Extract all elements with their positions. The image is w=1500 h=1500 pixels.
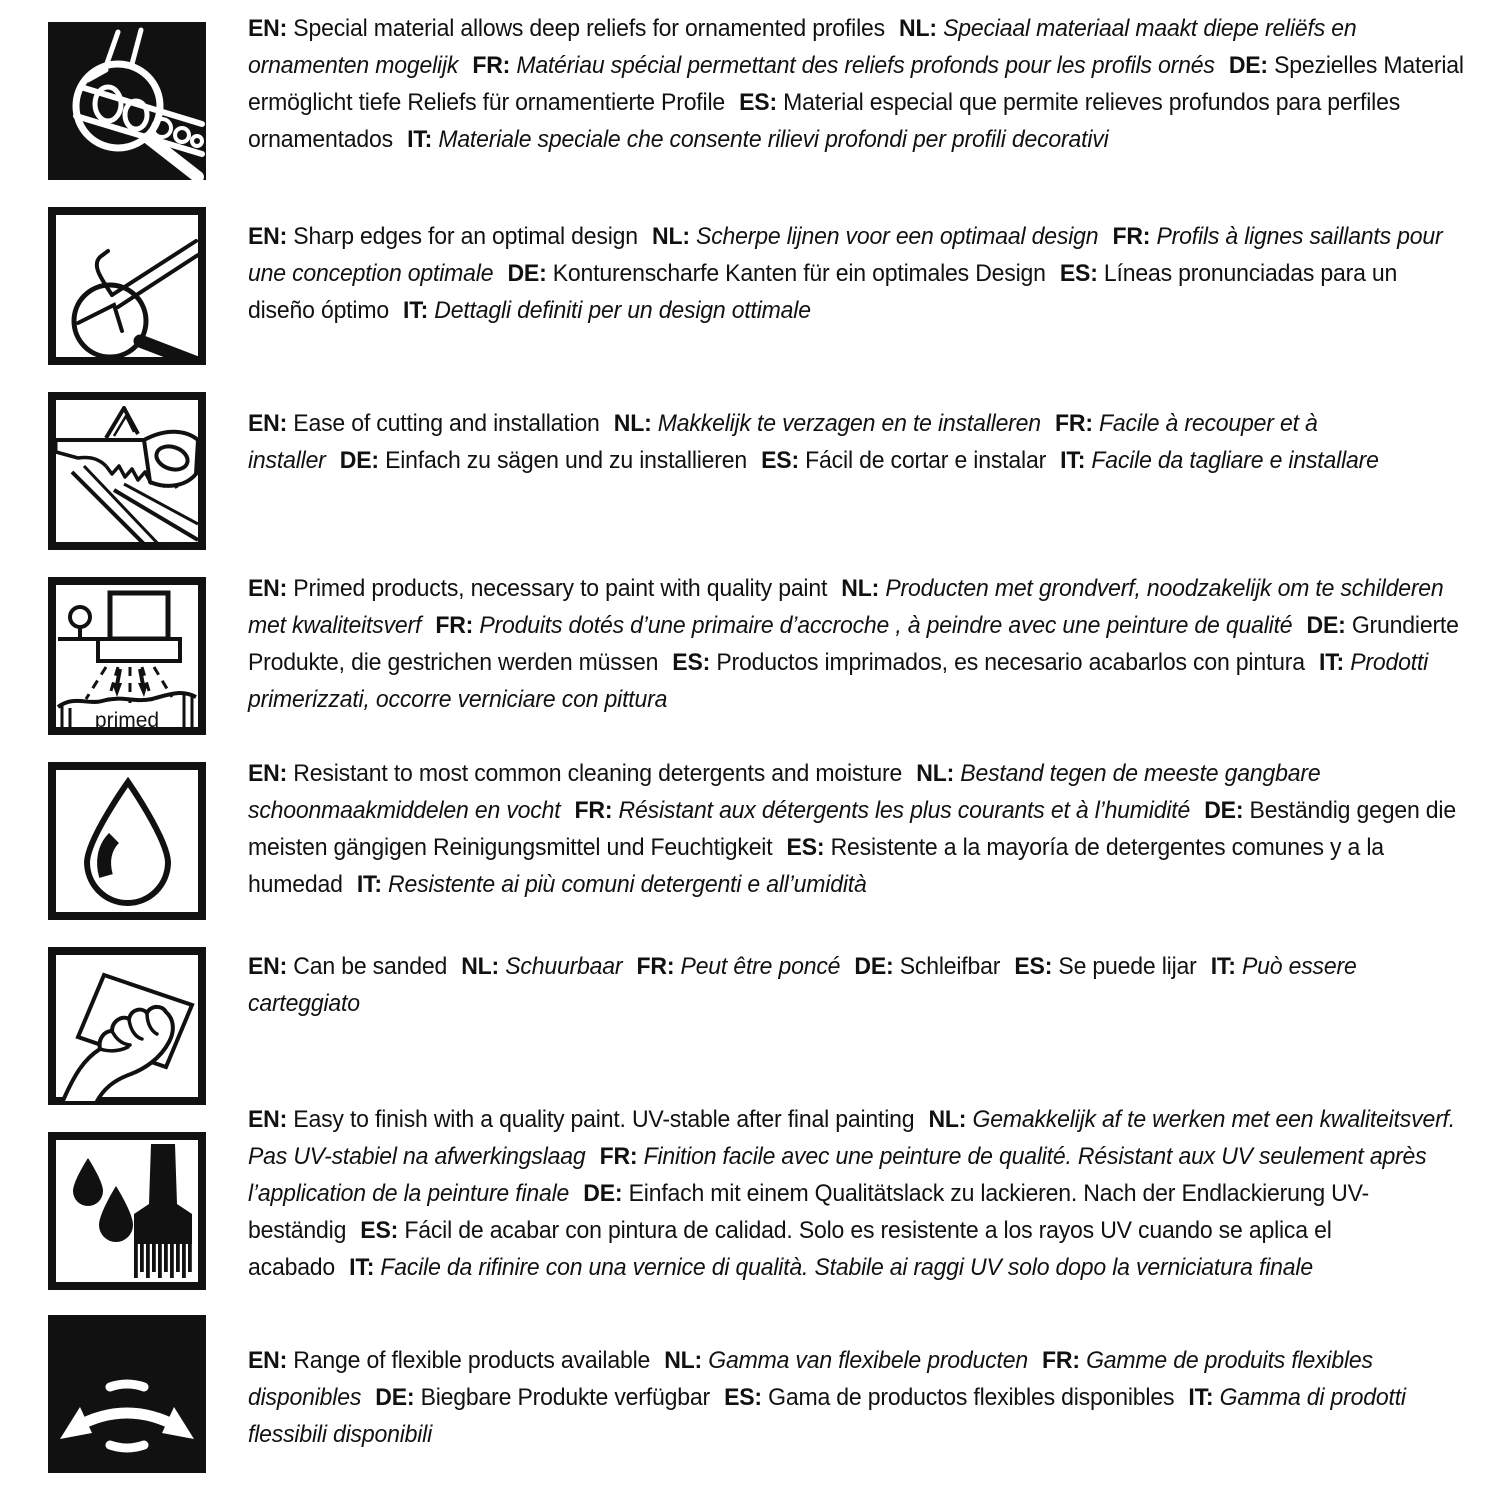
lang-text: Beständig gegen die meisten gängigen Reinigungsmittel und Feuchtigkeit xyxy=(248,797,1456,861)
lang-label: DE: xyxy=(1204,797,1244,824)
lang-label: EN: xyxy=(248,223,288,250)
feature-text xyxy=(248,1342,1470,1453)
lang-text: Bestand tegen de meeste gangbare schoonmaakmiddelen en vocht xyxy=(248,760,1321,824)
lang-text: Spezielles Material ermöglicht tiefe Reliefs für ornamentierte Profile xyxy=(248,52,1464,116)
lang-text: Dettagli definiti per un design ottimale xyxy=(428,297,811,324)
lang-label: EN: xyxy=(248,410,288,437)
lang-label: FR: xyxy=(636,953,675,980)
lang-text: Gamma di prodotti flessibili disponibili xyxy=(248,1384,1406,1448)
lang-text: Gamme de produits flexibles disponibles xyxy=(248,1347,1373,1411)
lang-text: Scherpe lijnen voor een optimaal design xyxy=(689,223,1099,250)
lang-text: Líneas pronunciadas para un diseño óptimo xyxy=(248,260,1398,324)
lang-text: Schleifbar xyxy=(893,953,1001,980)
lang-label: EN: xyxy=(248,575,288,602)
lang-label: DE: xyxy=(339,447,379,474)
feature-text xyxy=(248,570,1470,718)
lang-text: Biegbare Produkte verfügbar xyxy=(414,1384,710,1411)
lang-text: Se puede lijar xyxy=(1052,953,1197,980)
lang-text: Finition facile avec une peinture de qualité. Résistant aux UV seulement après l’application de la peinture finale xyxy=(248,1143,1427,1207)
lang-text: Gama de productos flexibles disponibles xyxy=(761,1384,1175,1411)
lang-label: IT: xyxy=(1318,649,1345,676)
lang-label: DE: xyxy=(583,1180,623,1207)
feature-text xyxy=(248,1101,1470,1286)
lang-text: Gamma van flexibele producten xyxy=(702,1347,1028,1374)
lang-text: Produits dotés d’une primaire d’accroche , à peindre avec une peinture de qualité xyxy=(473,612,1293,639)
deep-relief-magnifier-icon xyxy=(48,22,206,180)
lang-text: Makkelijk te verzagen en te installeren xyxy=(651,410,1041,437)
lang-text: Gemakkelijk af te werken met een kwaliteitsverf. Pas UV-stabiel na afwerkingslaag xyxy=(248,1106,1455,1170)
lang-label: EN: xyxy=(248,1347,288,1374)
lang-text: Résistant aux détergents les plus courants et à l’humidité xyxy=(612,797,1191,824)
lang-label: EN: xyxy=(248,760,288,787)
lang-text: Ease of cutting and installation xyxy=(287,410,600,437)
lang-label: IT: xyxy=(356,871,382,898)
lang-label: NL: xyxy=(461,953,499,980)
hand-sanding-icon xyxy=(48,947,206,1105)
lang-label: IT: xyxy=(403,297,429,324)
lang-label: EN: xyxy=(248,15,288,42)
lang-label: NL: xyxy=(841,575,880,602)
lang-label: ES: xyxy=(360,1217,399,1244)
primer-spray-icon xyxy=(48,577,206,735)
primed-label: primed xyxy=(94,709,160,732)
lang-label: FR: xyxy=(435,612,474,639)
feature-text xyxy=(248,10,1470,158)
lang-label: ES: xyxy=(1014,953,1053,980)
lang-label: FR: xyxy=(1042,1347,1080,1374)
lang-label: NL: xyxy=(928,1106,967,1133)
feature-text xyxy=(248,218,1470,329)
lang-text: Special material allows deep reliefs for ornamented profiles xyxy=(287,15,885,42)
lang-text: Primed products, necessary to paint with quality paint xyxy=(287,575,828,602)
lang-text: Producten met grondverf, noodzakelijk om te schilderen met kwaliteitsverf xyxy=(248,575,1444,639)
lang-label: DE: xyxy=(375,1384,415,1411)
lang-label: DE: xyxy=(1228,52,1268,79)
paint-drops-brush-icon xyxy=(48,1132,206,1290)
lang-text: Productos imprimados, es necesario acabarlos con pintura xyxy=(710,649,1305,676)
lang-text: Materiale speciale che consente rilievi profondi per profili decorativi xyxy=(432,126,1109,153)
flexible-arrow-icon xyxy=(48,1315,206,1473)
lang-label: NL: xyxy=(899,15,937,42)
feature-text xyxy=(248,755,1470,903)
lang-label: IT: xyxy=(1210,953,1236,980)
lang-label: ES: xyxy=(739,89,777,116)
lang-text: Range of flexible products available xyxy=(287,1347,651,1374)
lang-text: Konturenscharfe Kanten für ein optimales Design xyxy=(546,260,1046,287)
lang-text: Matériau spécial permettant des reliefs profonds pour les profils ornés xyxy=(510,52,1215,79)
lang-text: Resistente ai più comuni detergenti e all’umidità xyxy=(381,871,867,898)
lang-text: Speciaal materiaal maakt diepe reliëfs en ornamenten mogelijk xyxy=(248,15,1357,79)
lang-label: DE: xyxy=(507,260,547,287)
lang-text: Fácil de cortar e instalar xyxy=(798,447,1047,474)
lang-label: NL: xyxy=(652,223,690,250)
lang-label: NL: xyxy=(916,760,955,787)
sharp-edges-magnifier-icon xyxy=(48,207,206,365)
lang-label: NL: xyxy=(613,410,652,437)
lang-text: Resistant to most common cleaning detergents and moisture xyxy=(287,760,903,787)
lang-text: Easy to finish with a quality paint. UV-stable after final painting xyxy=(287,1106,915,1133)
water-droplet-icon xyxy=(48,762,206,920)
saw-cutting-icon xyxy=(48,392,206,550)
lang-label: FR: xyxy=(599,1143,638,1170)
lang-label: ES: xyxy=(672,649,711,676)
lang-text: Facile à recouper et à installer xyxy=(248,410,1318,474)
lang-text: Einfach mit einem Qualitätslack zu lackieren. Nach der Endlackierung UV-beständig xyxy=(248,1180,1370,1244)
lang-text: Fácil de acabar con pintura de calidad. Solo es resistente a los rayos UV cuando se aplica el acabado xyxy=(248,1217,1332,1281)
lang-label: IT: xyxy=(1060,447,1086,474)
lang-label: FR: xyxy=(472,52,511,79)
lang-text: Sharp edges for an optimal design xyxy=(287,223,638,250)
lang-text: Può essere carteggiato xyxy=(248,953,1357,1017)
lang-text: Prodotti primerizzati, occorre verniciare con pittura xyxy=(248,649,1429,713)
lang-text: Can be sanded xyxy=(287,953,448,980)
lang-text: Profils à lignes saillants pour une conception optimale xyxy=(248,223,1443,287)
lang-label: DE: xyxy=(1306,612,1346,639)
lang-label: EN: xyxy=(248,953,288,980)
lang-text: Grundierte Produkte, die gestrichen werden müssen xyxy=(248,612,1459,676)
lang-label: DE: xyxy=(854,953,894,980)
lang-text: Facile da tagliare e installare xyxy=(1085,447,1379,474)
lang-text: Resistente a la mayoría de detergentes comunes y a la humedad xyxy=(248,834,1384,898)
lang-label: IT: xyxy=(407,126,433,153)
lang-label: ES: xyxy=(761,447,799,474)
lang-label: IT: xyxy=(349,1254,375,1281)
lang-text: Facile da rifinire con una vernice di qualità. Stabile ai raggi UV solo dopo la verniciatura finale xyxy=(374,1254,1313,1281)
lang-label: ES: xyxy=(724,1384,762,1411)
lang-label: EN: xyxy=(248,1106,288,1133)
lang-label: FR: xyxy=(574,797,613,824)
lang-text: Material especial que permite relieves profundos para perfiles ornamentados xyxy=(248,89,1401,153)
lang-label: FR: xyxy=(1055,410,1093,437)
feature-text xyxy=(248,948,1470,1022)
lang-label: ES: xyxy=(786,834,825,861)
lang-label: NL: xyxy=(664,1347,703,1374)
feature-text xyxy=(248,405,1470,479)
lang-text: Peut être poncé xyxy=(674,953,841,980)
lang-text: Schuurbaar xyxy=(498,953,623,980)
lang-text: Einfach zu sägen und zu installieren xyxy=(378,447,748,474)
lang-label: ES: xyxy=(1059,260,1098,287)
lang-label: FR: xyxy=(1112,223,1151,250)
lang-label: IT: xyxy=(1188,1384,1214,1411)
